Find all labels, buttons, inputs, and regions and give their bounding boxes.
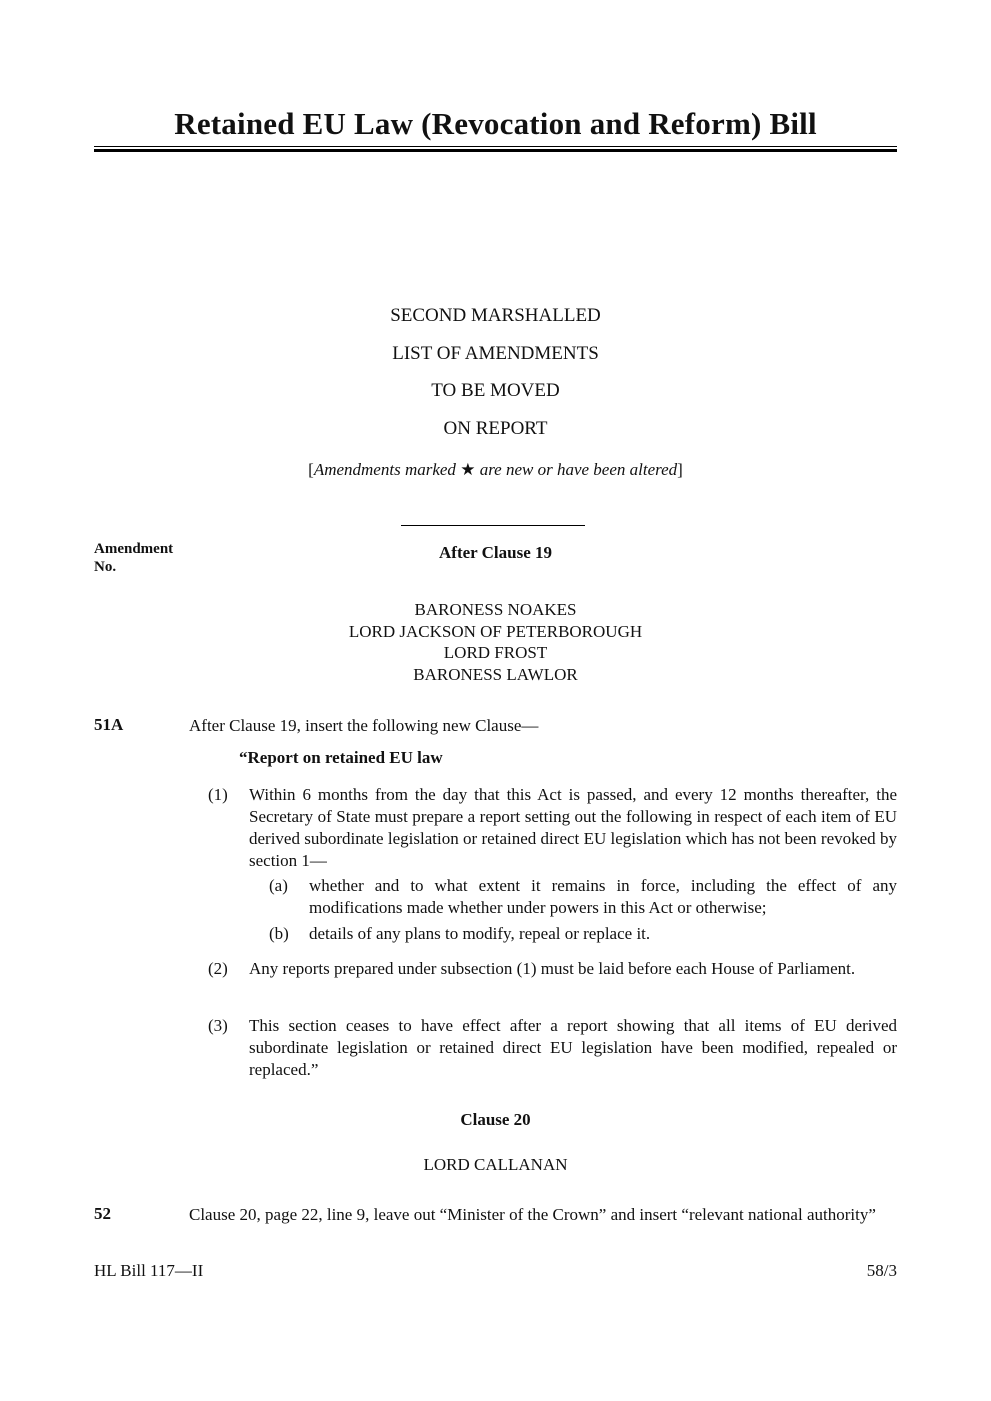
sponsors-list: [94, 599, 897, 685]
new-clause-title: “Report on retained EU law: [239, 748, 443, 767]
subsection-number: (3): [208, 1016, 228, 1035]
sponsor-name: LORD JACKSON OF PETERBOROUGH: [348, 621, 643, 641]
paragraph-number: (b): [269, 924, 289, 943]
title-rule-thick: [94, 149, 897, 152]
amendment-label-line: Amendment: [94, 541, 174, 557]
note-close-bracket: ]: [677, 460, 683, 479]
subsection-number: (2): [208, 959, 228, 978]
paragraph-number: (a): [269, 876, 288, 895]
sponsors-list: [94, 1154, 897, 1176]
section-heading-after-clause-19: After Clause 19: [439, 543, 552, 562]
subsection-text: Any reports prepared under subsection (1) must be laid before each House of Parliament.: [249, 959, 856, 978]
paragraph-text: details of any plans to modify, repeal or replace it.: [309, 924, 651, 943]
amendment-intro: After Clause 19, insert the following new Clause—: [189, 716, 539, 735]
paragraph-text: whether and to what extent it remains in force, including the effect of any modifications made whether under powers in this Act or otherwise;: [309, 876, 897, 917]
note-text-before: Amendments marked: [313, 460, 456, 479]
title-rule-thin: [94, 146, 897, 147]
sponsor-name: BARONESS LAWLOR: [413, 664, 578, 684]
amendments-note: [94, 460, 897, 480]
amendment-number-51a: 51A: [94, 715, 124, 734]
star-icon: ★: [460, 460, 476, 479]
heading-line: TO BE MOVED: [431, 380, 560, 401]
amendment-text: Clause 20, page 22, line 9, leave out “Minister of the Crown” and insert “relevant national authority”: [189, 1205, 876, 1224]
section-heading-clause-20: Clause 20: [460, 1110, 531, 1129]
sponsor-name: LORD FROST: [443, 643, 548, 662]
note-text-after: are new or have been altered: [479, 460, 678, 479]
sponsor-name: BARONESS NOAKES: [414, 600, 577, 619]
section-divider: [401, 525, 585, 526]
bill-reference: HL Bill 117—II: [94, 1261, 204, 1280]
note-open-bracket: [: [308, 460, 314, 479]
subsection-text: This section ceases to have effect after a report showing that all items of EU derived subordinate legislation or retained direct EU legislation have been modified, repealed or replaced.”: [249, 1016, 897, 1079]
list-heading: [94, 302, 897, 452]
heading-line: LIST OF AMENDMENTS: [392, 342, 599, 364]
subsection-number: (1): [208, 785, 228, 804]
heading-line: SECOND MARSHALLED: [390, 305, 601, 326]
subsection-text: Within 6 months from the day that this Act is passed, and every 12 months thereafter, the Secretary of State must prepare a report setting out the following in respect of each item of EU derived subordinate legislation or retained direct EU legislation which has not been revoked by section 1—: [249, 785, 897, 870]
heading-line: ON REPORT: [443, 417, 548, 439]
amendment-label-line: No.: [94, 559, 117, 575]
bill-title: Retained EU Law (Revocation and Reform) Bill: [174, 106, 817, 141]
amendment-number-52: 52: [94, 1204, 111, 1223]
sponsor-name: LORD CALLANAN: [423, 1155, 568, 1174]
page-reference: 58/3: [866, 1261, 897, 1280]
